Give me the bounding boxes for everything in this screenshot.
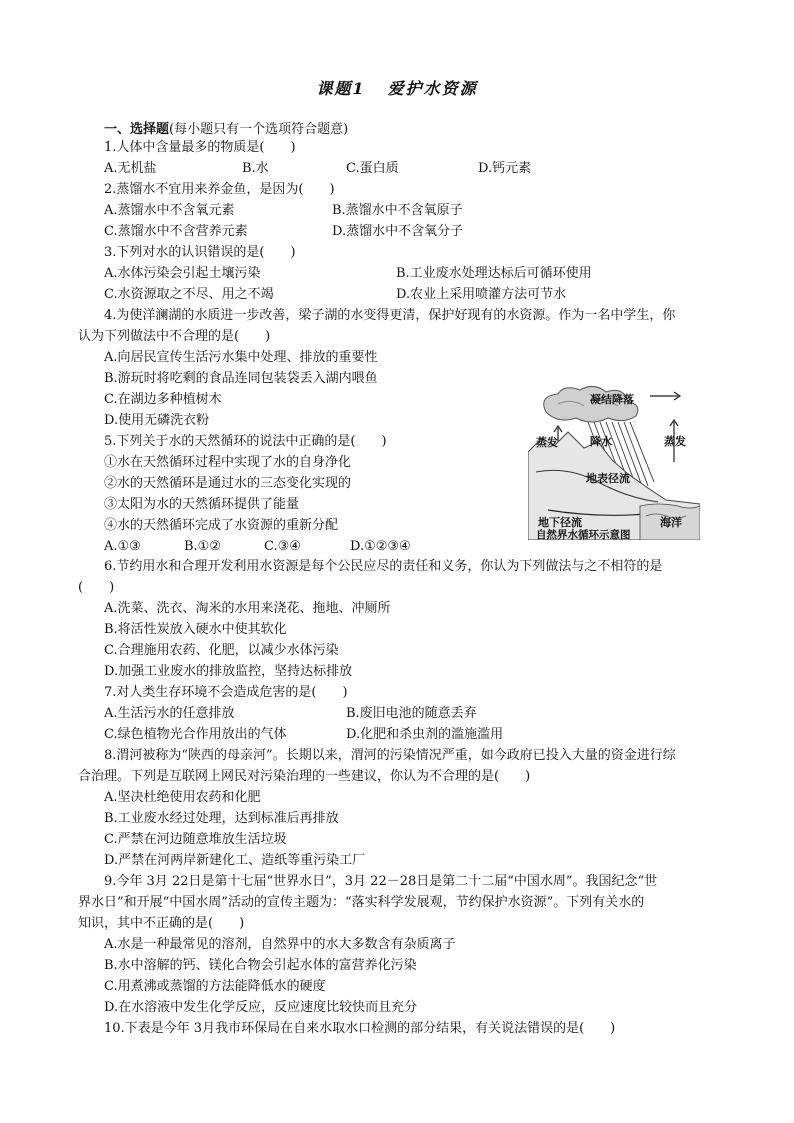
- question-2-stem: 2.蒸馏水不宜用来养金鱼，是因为( ): [104, 182, 335, 197]
- q9-option-c: C.用煮沸或蒸馏的方法能降低水的硬度: [104, 979, 326, 994]
- q2-option-d: D.蒸馏水中不含氧分子: [332, 224, 464, 239]
- q5-statement-3: ③太阳为水的天然循环提供了能量: [104, 497, 300, 512]
- question-6-stem-line2: ( ): [78, 580, 115, 595]
- q5-option-d: D.①②③④: [350, 539, 411, 554]
- q4-option-a: A.向居民宣传生活污水集中处理、排放的重要性: [104, 350, 378, 365]
- water-cycle-diagram: [528, 382, 700, 540]
- question-9-stem-line3: 知识，其中不正确的是( ): [78, 916, 245, 931]
- q3-option-c: C.水资源取之不尽、用之不竭: [104, 287, 274, 302]
- q8-option-b: B.工业废水经过处理，达到标准后再排放: [104, 811, 339, 826]
- question-9-stem-line1: 9.今年 3月 22日是第十七届“世界水日”，3月 22－28日是第二十二届“中国水周”。我国纪念“世: [104, 874, 658, 889]
- label-precipitation: 降水: [590, 435, 612, 448]
- q4-option-d: D.使用无磷洗衣粉: [104, 413, 210, 428]
- question-4-stem-line2: 认为下列做法中不合理的是( ): [78, 329, 271, 344]
- title-lesson-number: 课题1: [316, 79, 366, 98]
- page-title: [0, 76, 794, 99]
- q5-statement-4: ④水的天然循环完成了水资源的重新分配: [104, 518, 339, 533]
- label-surface-runoff: 地表径流: [586, 472, 630, 485]
- question-8-stem-line1: 8.渭河被称为“陕西的母亲河”。长期以来，渭河的污染情况严重，如今政府已投入大量的资金进行综: [104, 748, 676, 763]
- q9-option-a: A.水是一种最常见的溶剂，自然界中的水大多数含有杂质离子: [104, 937, 456, 952]
- q4-option-b: B.游玩时将吃剩的食品连同包装袋丢入湖内喂鱼: [104, 371, 378, 386]
- section-label: 一、选择题: [104, 122, 170, 137]
- q3-option-a: A.水体污染会引起土壤污染: [104, 266, 261, 281]
- q7-option-d: D.化肥和杀虫剂的滥施滥用: [346, 727, 504, 742]
- q1-option-b: B.水: [242, 161, 269, 176]
- q7-option-b: B.废旧电池的随意丢弃: [346, 706, 477, 721]
- question-4-stem-line1: 4.为使洋澜湖的水质进一步改善，梁子湖的水变得更清，保护好现有的水资源。作为一名中学生，你: [104, 308, 676, 323]
- question-7-stem: 7.对人类生存环境不会造成危害的是( ): [104, 685, 348, 700]
- label-evaporation-right: 蒸发: [664, 435, 686, 448]
- q6-option-a: A.洗菜、洗衣、淘米的水用来浇花、拖地、冲厕所: [104, 601, 391, 616]
- question-5-stem: 5.下列关于水的天然循环的说法中正确的是( ): [104, 434, 387, 449]
- section-note: (每小题只有一个选项符合题意): [169, 122, 349, 137]
- q5-option-c: C.③④: [264, 539, 301, 554]
- q6-option-b: B.将活性炭放入硬水中使其软化: [104, 622, 287, 637]
- section-heading: [104, 118, 348, 137]
- q1-option-a: A.无机盐: [104, 161, 157, 176]
- label-condense: 凝结降落: [590, 393, 634, 406]
- q9-option-b: B.水中溶解的钙、镁化合物会引起水体的富营养化污染: [104, 958, 417, 973]
- q5-option-a: A.①③: [104, 539, 141, 554]
- q3-option-b: B.工业废水处理达标后可循环使用: [396, 266, 592, 281]
- q8-option-d: D.严禁在河两岸新建化工、造纸等重污染工厂: [104, 853, 366, 868]
- question-6-stem-line1: 6.节约用水和合理开发利用水资源是每个公民应尽的责任和义务，你认为下列做法与之不相符的是: [104, 559, 663, 574]
- q5-statement-2: ②水的天然循环是通过水的三态变化实现的: [104, 476, 352, 491]
- label-ocean: 海洋: [660, 516, 682, 529]
- q5-option-b: B.①②: [184, 539, 221, 554]
- q4-option-c: C.在湖边多种植树木: [104, 392, 222, 407]
- question-8-stem-line2: 合治理。下列是互联网上网民对污染治理的一些建议，你认为不合理的是( ): [78, 769, 531, 784]
- q2-option-a: A.蒸馏水中不含氧元素: [104, 203, 235, 218]
- title-topic: 爱护水资源: [387, 79, 478, 98]
- q7-option-c: C.绿色植物光合作用放出的气体: [104, 727, 287, 742]
- question-3-stem: 3.下列对水的认识错误的是( ): [104, 245, 296, 260]
- q8-option-c: C.严禁在河边随意堆放生活垃圾: [104, 832, 287, 847]
- q2-option-b: B.蒸馏水中不含氧原子: [332, 203, 463, 218]
- q6-option-d: D.加强工业废水的排放监控，坚持达标排放: [104, 664, 353, 679]
- question-1-stem: 1.人体中含量最多的物质是( ): [104, 140, 296, 155]
- label-evaporation-left: 蒸发: [536, 436, 558, 449]
- q6-option-c: C.合理施用农药、化肥，以减少水体污染: [104, 643, 339, 658]
- question-10-stem: 10.下表是今年 3月我市环保局在自来水取水口检测的部分结果，有关说法错误的是( ): [104, 1021, 616, 1036]
- q2-option-c: C.蒸馏水中不含营养元素: [104, 224, 248, 239]
- q8-option-a: A.坚决杜绝使用农药和化肥: [104, 790, 261, 805]
- water-cycle-figure: [528, 382, 700, 540]
- label-ground-runoff: 地下径流: [538, 516, 582, 529]
- q5-statement-1: ①水在天然循环过程中实现了水的自身净化: [104, 455, 352, 470]
- q9-option-d: D.在水溶液中发生化学反应，反应速度比较快而且充分: [104, 1000, 418, 1015]
- question-9-stem-line2: 界水日”和开展“中国水周”活动的宣传主题为：“落实科学发展观，节约保护水资源”。下列有关水的: [78, 895, 645, 910]
- figure-caption: 自然界水循环示意图: [536, 529, 631, 540]
- q1-option-c: C.蛋白质: [346, 161, 399, 176]
- q3-option-d: D.农业上采用喷灌方法可节水: [396, 287, 567, 302]
- q7-option-a: A.生活污水的任意排放: [104, 706, 235, 721]
- q1-option-d: D.钙元素: [478, 161, 532, 176]
